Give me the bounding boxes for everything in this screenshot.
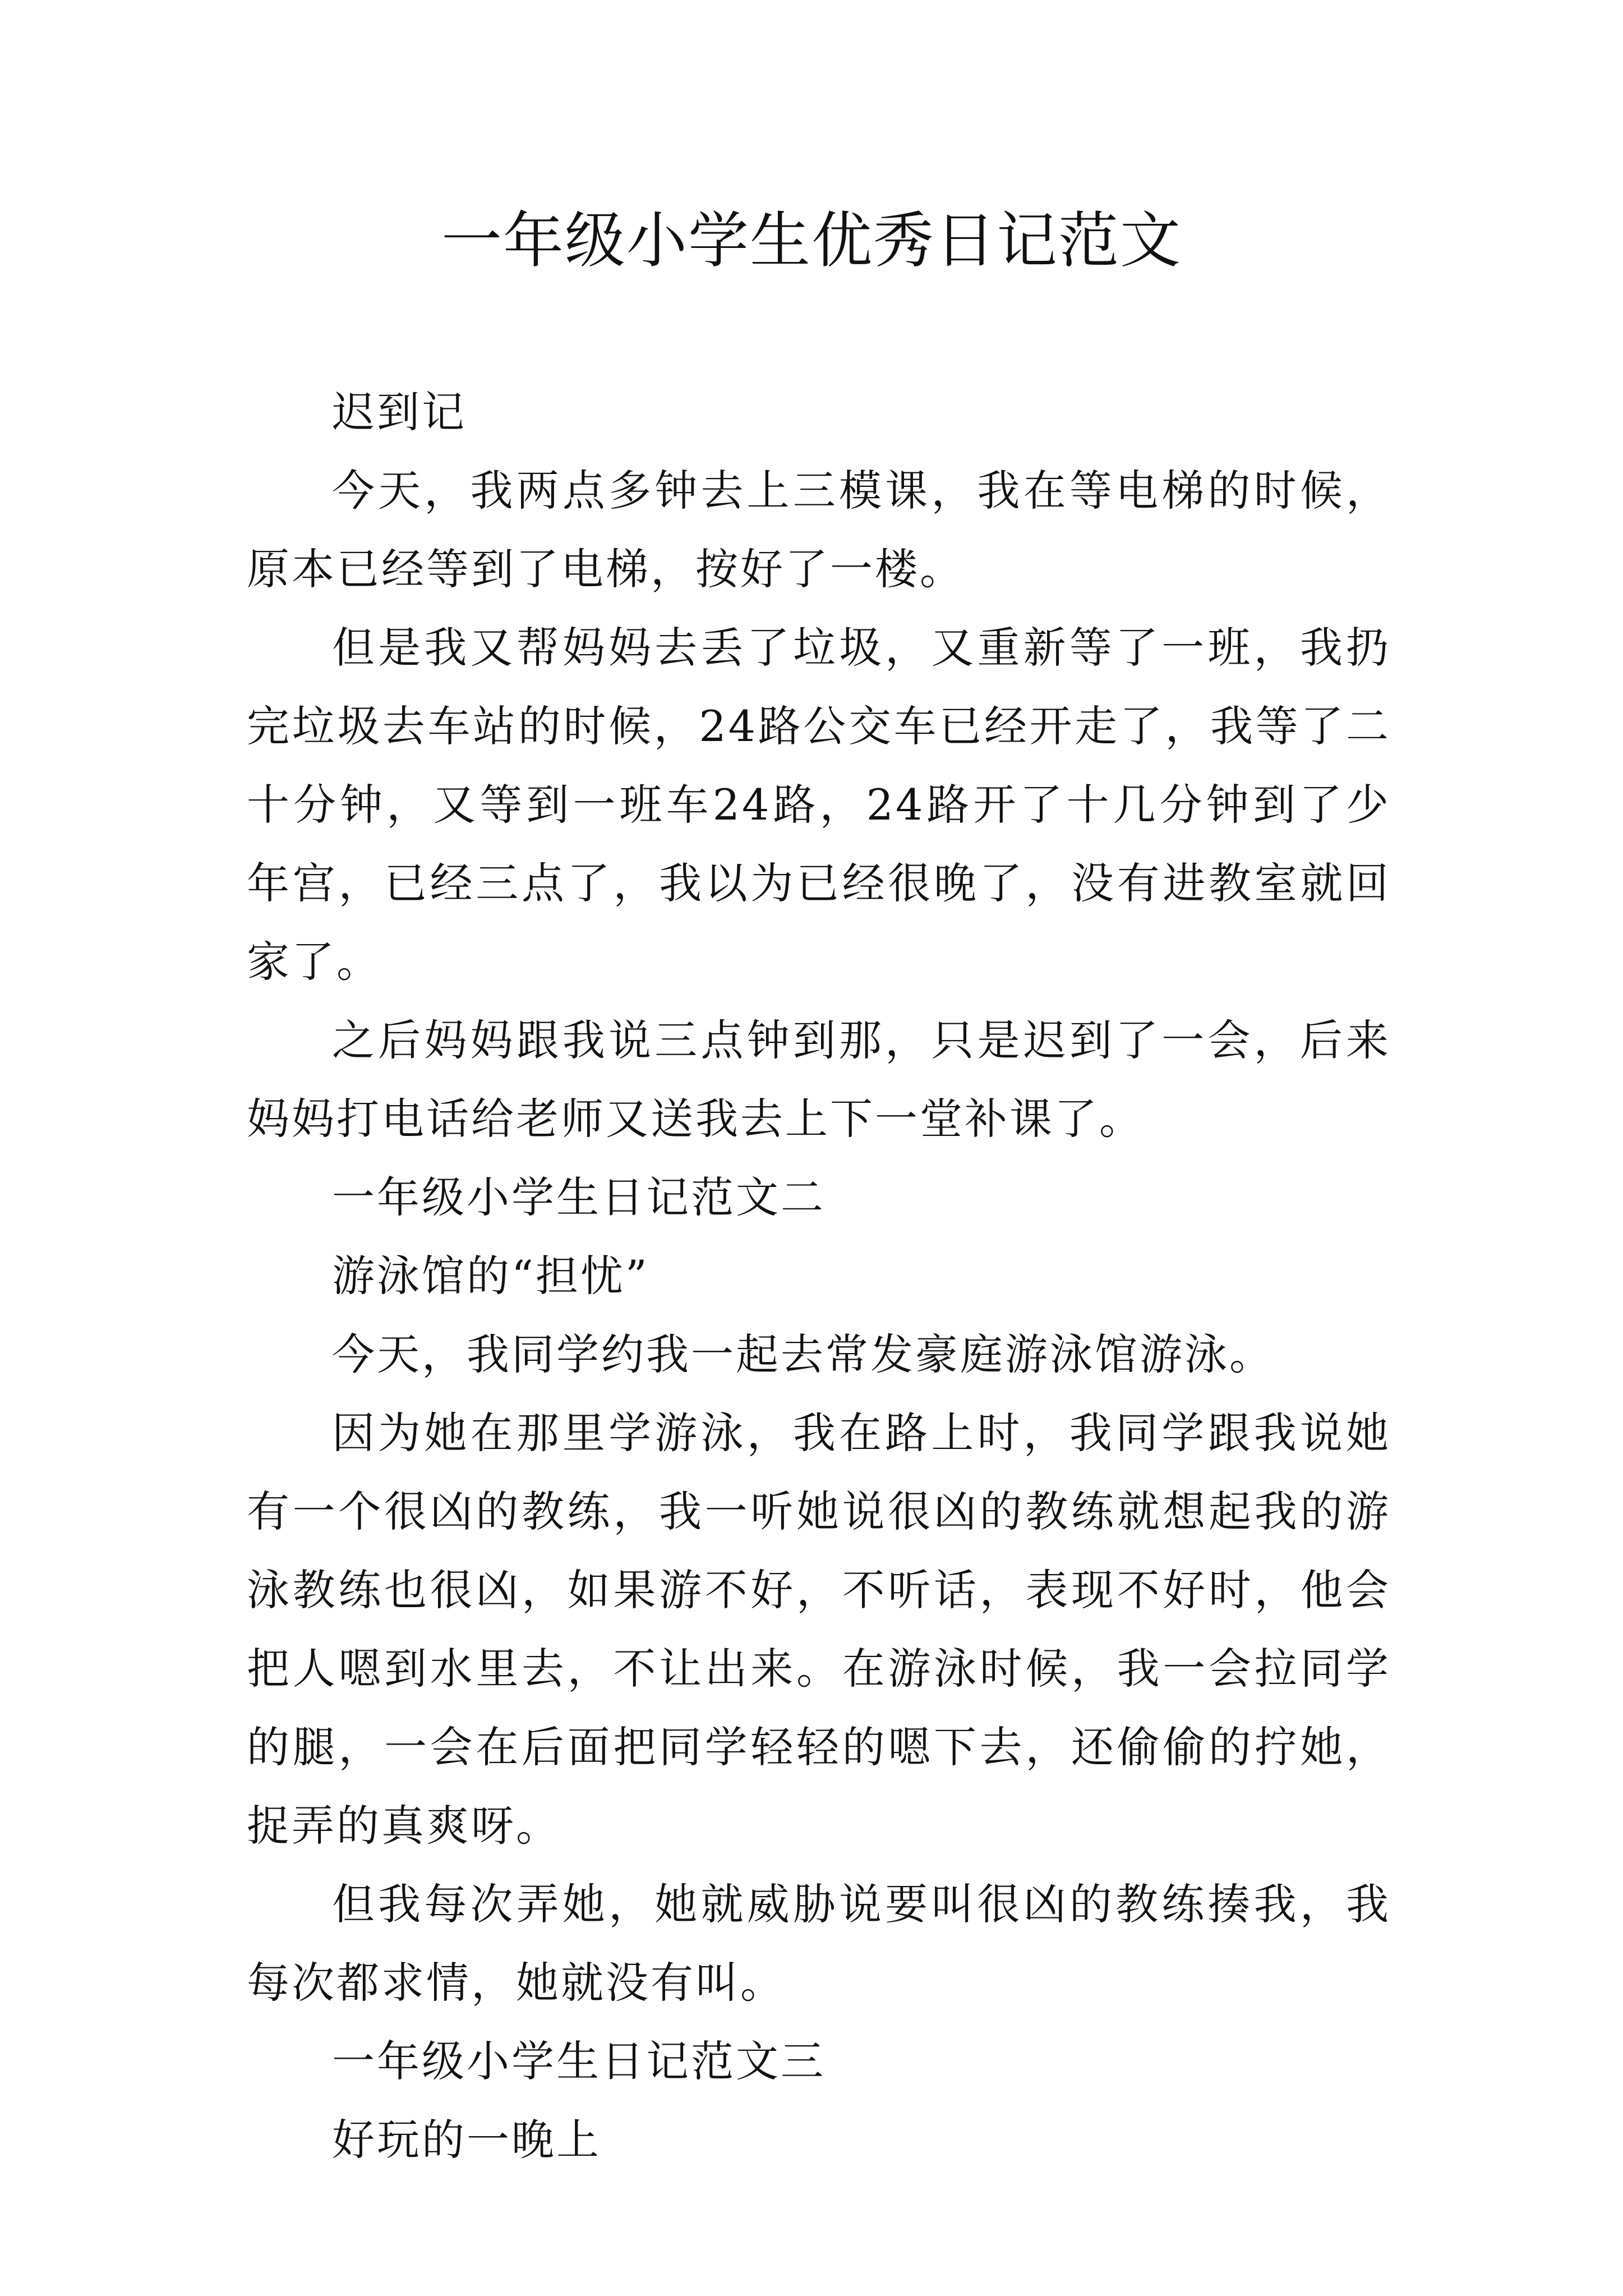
document-body xyxy=(247,373,1391,2179)
section-heading-3: 一年级小学生日记范文三 xyxy=(332,2036,826,2086)
paragraph: 因为她在那里学游泳，我在路上时，我同学跟我说她有一个很凶的教练，我一听她说很凶的教练就想起我的游泳教练也很凶，如果游不好，不听话，表现不好时，他会把人嗯到水里去，不让出来。在游泳时候，我一会拉同学的腿，一会在后面把同学轻轻的嗯下去，还偷偷的拧她，捉弄的真爽呀。 xyxy=(247,1408,1391,1851)
paragraph: 但我每次弄她，她就威胁说要叫很凶的教练揍我，我每次都求情，她就没有叫。 xyxy=(247,1879,1391,2008)
subheading-evening: 好玩的一晚上 xyxy=(332,2115,601,2165)
subheading-swimming: 游泳馆的“担忧” xyxy=(332,1251,649,1301)
document-title: 一年级小学生优秀日记范文 xyxy=(441,206,1182,276)
section-heading-2: 一年级小学生日记范文二 xyxy=(332,1172,826,1222)
paragraph: 今天，我两点多钟去上三模课，我在等电梯的时候，原本已经等到了电梯，按好了一楼。 xyxy=(247,466,1391,594)
paragraph: 但是我又帮妈妈去丢了垃圾，又重新等了一班，我扔完垃圾去车站的时候，24路公交车已经开走了，我等了二十分钟，又等到一班车24路，24路开了十几分钟到了少年宫，已经三点了，我以为已经很晚了，没有进教室就回家了。 xyxy=(247,623,1391,987)
subheading-late: 迟到记 xyxy=(332,387,467,437)
paragraph: 之后妈妈跟我说三点钟到那，只是迟到了一会，后来妈妈打电话给老师又送我去上下一堂补课了。 xyxy=(247,1015,1391,1144)
paragraph: 今天，我同学约我一起去常发豪庭游泳馆游泳。 xyxy=(332,1329,1274,1379)
